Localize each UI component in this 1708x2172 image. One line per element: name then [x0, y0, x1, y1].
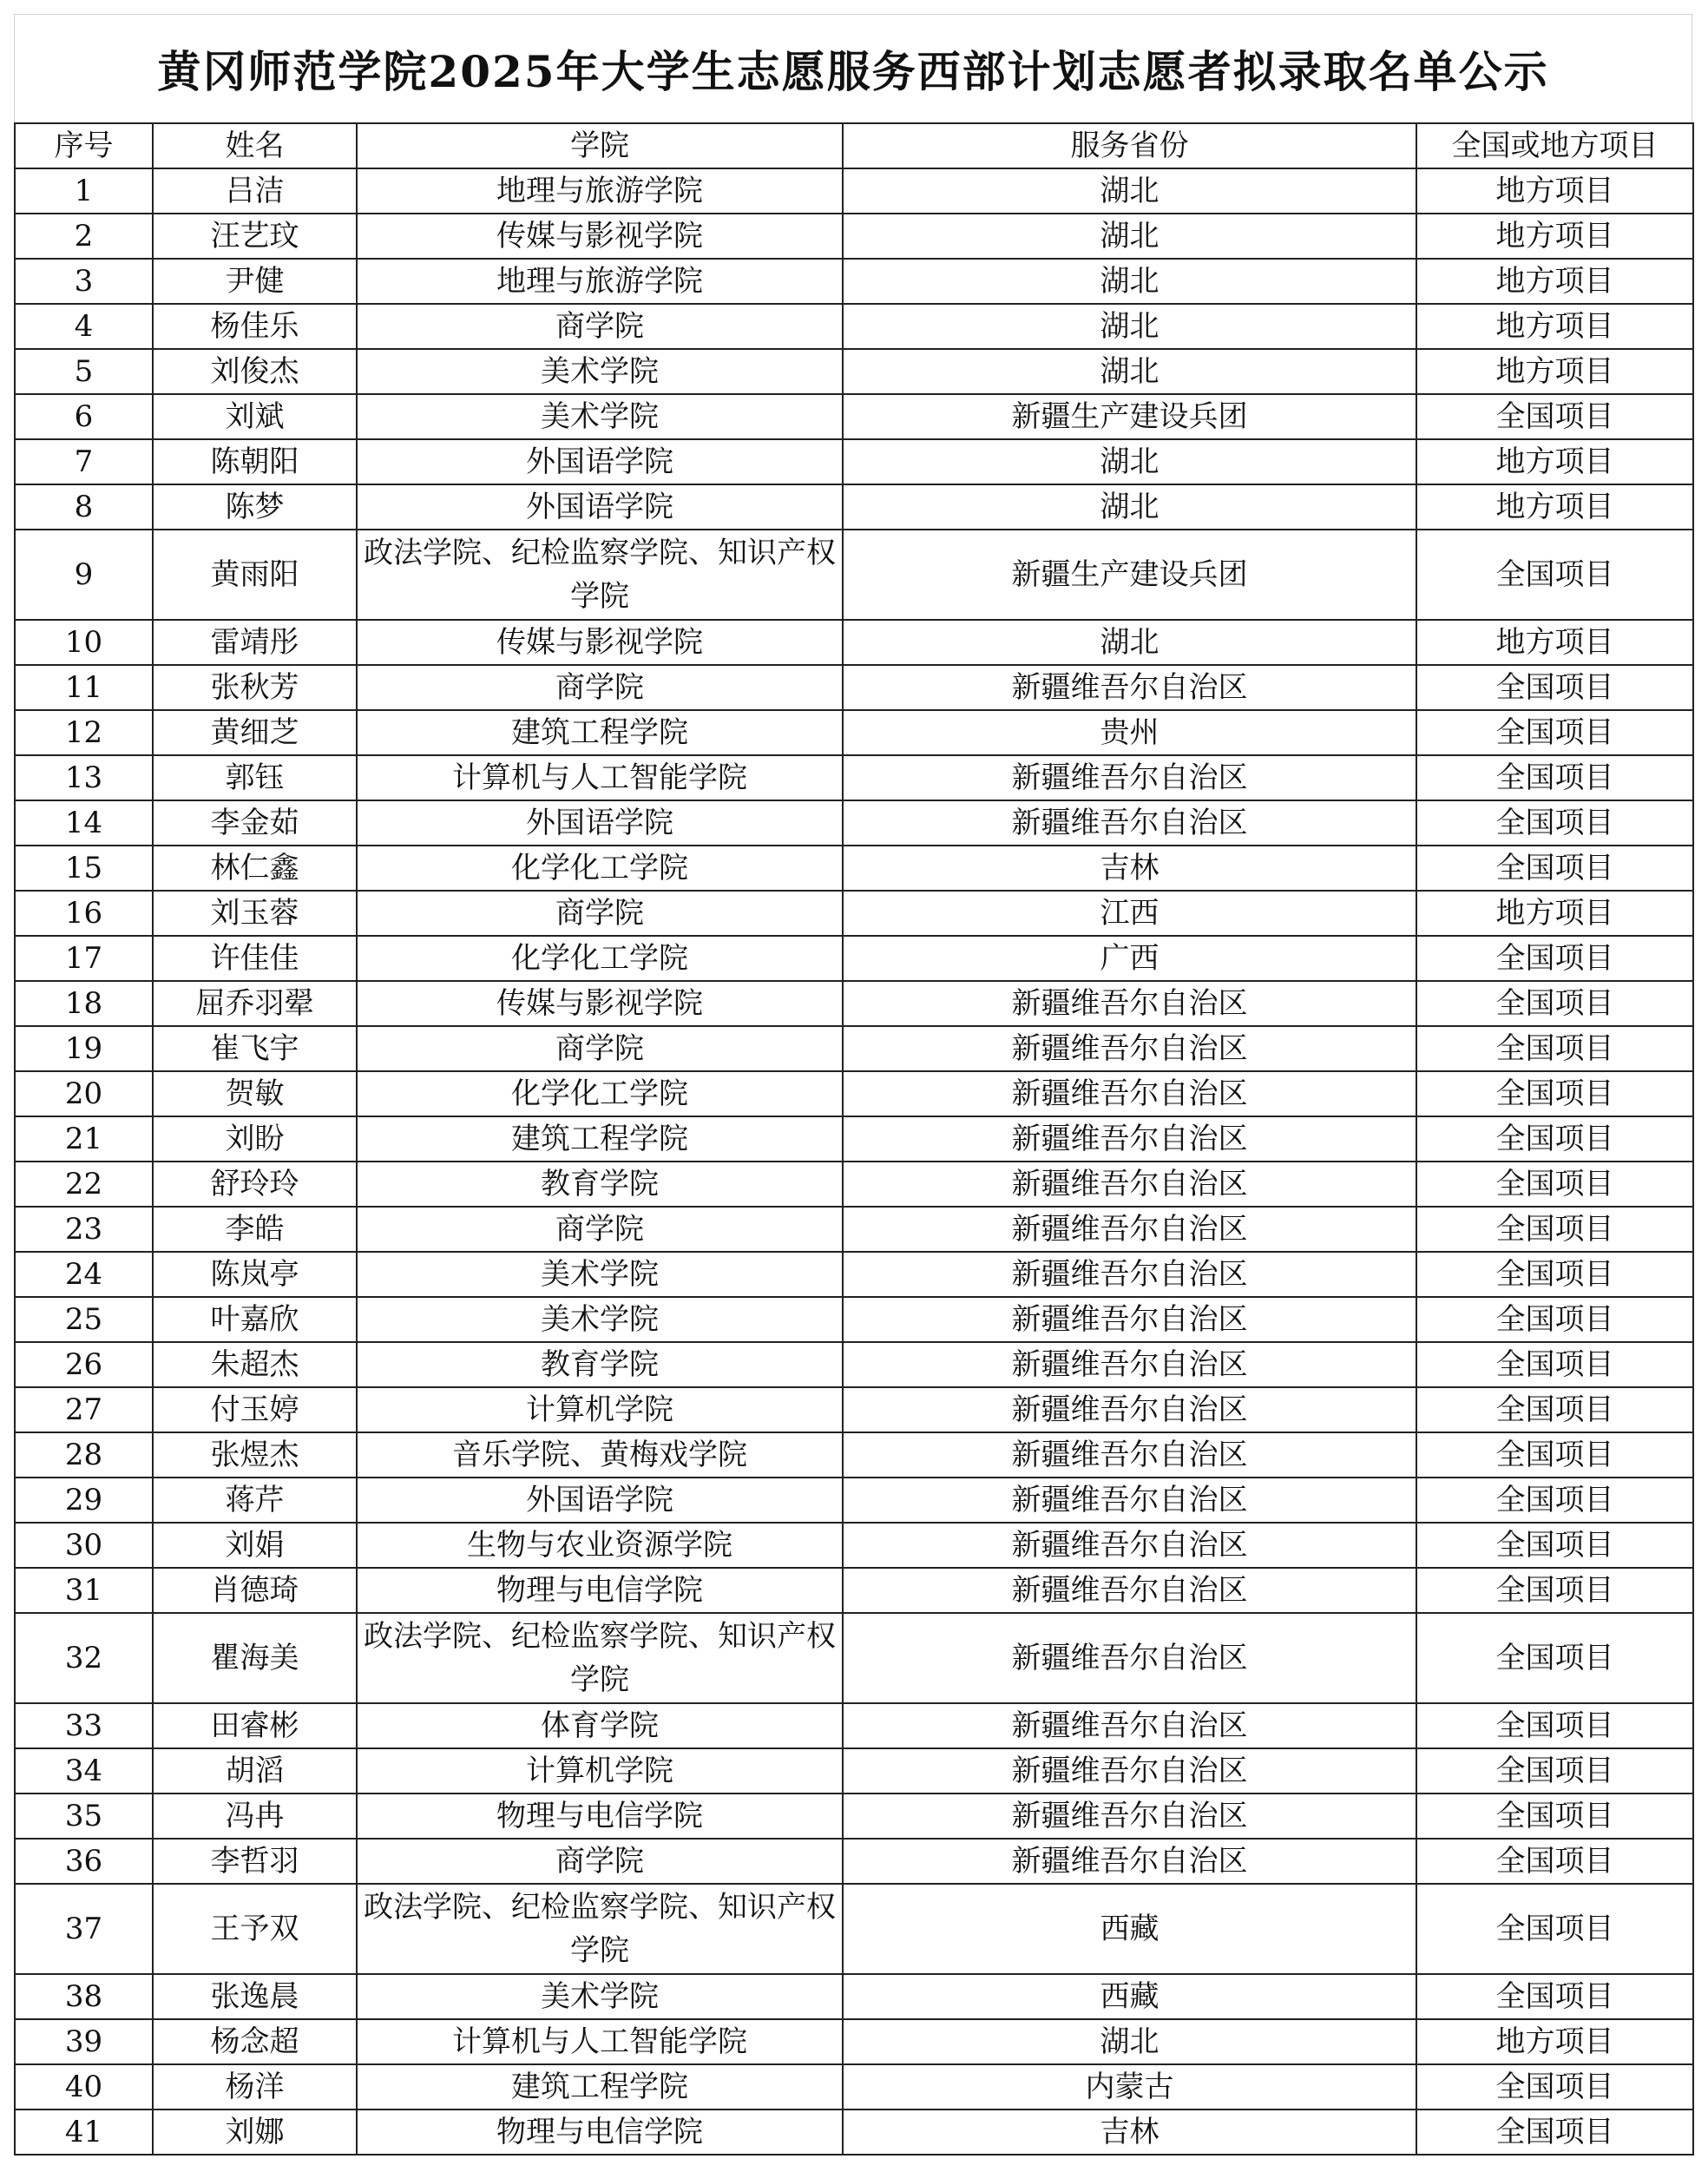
cell-college: 美术学院	[357, 1252, 843, 1297]
cell-project: 全国项目	[1416, 1071, 1693, 1116]
table-row	[15, 1387, 1693, 1432]
cell-index: 24	[15, 1252, 153, 1297]
cell-province: 新疆维吾尔自治区	[843, 1342, 1416, 1387]
table-row	[15, 981, 1693, 1026]
cell-province: 新疆维吾尔自治区	[843, 1071, 1416, 1116]
cell-college: 商学院	[357, 891, 843, 936]
cell-province: 新疆维吾尔自治区	[843, 981, 1416, 1026]
cell-project: 地方项目	[1416, 439, 1693, 484]
cell-college: 外国语学院	[357, 800, 843, 846]
cell-province: 湖北	[843, 439, 1416, 484]
cell-project: 全国项目	[1416, 1026, 1693, 1071]
table-row	[15, 1071, 1693, 1116]
document-sheet	[14, 14, 1692, 2156]
table-row	[15, 530, 1693, 620]
cell-project: 全国项目	[1416, 1794, 1693, 1839]
cell-project: 全国项目	[1416, 981, 1693, 1026]
table-row	[15, 891, 1693, 936]
cell-name: 黄细芝	[153, 710, 357, 755]
cell-province: 新疆生产建设兵团	[843, 394, 1416, 439]
cell-name: 李哲羽	[153, 1839, 357, 1884]
cell-index: 7	[15, 439, 153, 484]
cell-project: 全国项目	[1416, 1162, 1693, 1207]
cell-name: 陈梦	[153, 484, 357, 530]
cell-college: 化学化工学院	[357, 846, 843, 891]
column-header-project: 全国或地方项目	[1416, 123, 1693, 168]
cell-index: 34	[15, 1748, 153, 1794]
cell-project: 地方项目	[1416, 168, 1693, 214]
table-row	[15, 1703, 1693, 1748]
cell-project: 全国项目	[1416, 1613, 1693, 1703]
cell-college: 化学化工学院	[357, 936, 843, 981]
cell-province: 新疆维吾尔自治区	[843, 1252, 1416, 1297]
cell-college: 商学院	[357, 665, 843, 710]
table-row	[15, 259, 1693, 304]
cell-index: 1	[15, 168, 153, 214]
cell-project: 全国项目	[1416, 936, 1693, 981]
table-row	[15, 1252, 1693, 1297]
cell-college: 地理与旅游学院	[357, 259, 843, 304]
cell-project: 全国项目	[1416, 1252, 1693, 1297]
cell-college: 外国语学院	[357, 439, 843, 484]
page-title: 黄冈师范学院2025年大学生志愿服务西部计划志愿者拟录取名单公示	[157, 46, 1549, 97]
table-row	[15, 1613, 1693, 1703]
cell-project: 全国项目	[1416, 1568, 1693, 1613]
cell-college: 教育学院	[357, 1342, 843, 1387]
cell-province: 新疆维吾尔自治区	[843, 1839, 1416, 1884]
title-box	[14, 14, 1692, 122]
cell-college: 音乐学院、黄梅戏学院	[357, 1432, 843, 1478]
cell-province: 湖北	[843, 259, 1416, 304]
cell-name: 刘斌	[153, 394, 357, 439]
cell-index: 6	[15, 394, 153, 439]
column-header-province: 服务省份	[843, 123, 1416, 168]
cell-index: 10	[15, 620, 153, 665]
cell-province: 吉林	[843, 846, 1416, 891]
cell-project: 全国项目	[1416, 1974, 1693, 2019]
cell-index: 38	[15, 1974, 153, 2019]
cell-project: 地方项目	[1416, 349, 1693, 394]
cell-name: 肖德琦	[153, 1568, 357, 1613]
cell-project: 全国项目	[1416, 800, 1693, 846]
cell-province: 湖北	[843, 168, 1416, 214]
cell-project: 全国项目	[1416, 1207, 1693, 1252]
cell-province: 内蒙古	[843, 2064, 1416, 2109]
cell-college: 计算机学院	[357, 1387, 843, 1432]
table-row	[15, 304, 1693, 349]
cell-project: 全国项目	[1416, 710, 1693, 755]
cell-index: 41	[15, 2109, 153, 2155]
cell-index: 5	[15, 349, 153, 394]
cell-college: 政法学院、纪检监察学院、知识产权学院	[357, 530, 843, 620]
cell-name: 汪艺玟	[153, 214, 357, 259]
cell-index: 3	[15, 259, 153, 304]
cell-name: 瞿海美	[153, 1613, 357, 1703]
cell-project: 地方项目	[1416, 2019, 1693, 2064]
cell-college: 教育学院	[357, 1162, 843, 1207]
cell-index: 26	[15, 1342, 153, 1387]
cell-name: 杨佳乐	[153, 304, 357, 349]
cell-name: 刘俊杰	[153, 349, 357, 394]
cell-name: 郭钰	[153, 755, 357, 800]
cell-index: 40	[15, 2064, 153, 2109]
cell-province: 新疆维吾尔自治区	[843, 1387, 1416, 1432]
cell-province: 新疆维吾尔自治区	[843, 1432, 1416, 1478]
table-row	[15, 665, 1693, 710]
cell-province: 湖北	[843, 304, 1416, 349]
table-row	[15, 1026, 1693, 1071]
cell-index: 9	[15, 530, 153, 620]
cell-name: 张逸晨	[153, 1974, 357, 2019]
cell-province: 西藏	[843, 1974, 1416, 2019]
cell-name: 刘娜	[153, 2109, 357, 2155]
cell-name: 王予双	[153, 1884, 357, 1974]
cell-name: 田睿彬	[153, 1703, 357, 1748]
cell-index: 13	[15, 755, 153, 800]
cell-project: 全国项目	[1416, 1523, 1693, 1568]
table-row	[15, 2064, 1693, 2109]
cell-province: 新疆维吾尔自治区	[843, 1207, 1416, 1252]
cell-college: 传媒与影视学院	[357, 981, 843, 1026]
cell-college: 商学院	[357, 1839, 843, 1884]
table-row	[15, 1116, 1693, 1162]
cell-college: 商学院	[357, 1207, 843, 1252]
cell-index: 16	[15, 891, 153, 936]
cell-project: 地方项目	[1416, 891, 1693, 936]
cell-project: 地方项目	[1416, 304, 1693, 349]
cell-name: 屈乔羽翚	[153, 981, 357, 1026]
cell-college: 美术学院	[357, 394, 843, 439]
cell-project: 全国项目	[1416, 530, 1693, 620]
cell-province: 新疆维吾尔自治区	[843, 1568, 1416, 1613]
cell-index: 20	[15, 1071, 153, 1116]
table-header-row	[15, 123, 1693, 168]
cell-province: 新疆维吾尔自治区	[843, 665, 1416, 710]
table-row	[15, 214, 1693, 259]
cell-project: 全国项目	[1416, 1478, 1693, 1523]
cell-name: 许佳佳	[153, 936, 357, 981]
volunteer-list-table	[14, 122, 1694, 2156]
cell-college: 美术学院	[357, 349, 843, 394]
cell-province: 新疆生产建设兵团	[843, 530, 1416, 620]
column-header-index: 序号	[15, 123, 153, 168]
table-row	[15, 1884, 1693, 1974]
cell-college: 计算机与人工智能学院	[357, 755, 843, 800]
cell-province: 湖北	[843, 620, 1416, 665]
cell-province: 湖北	[843, 484, 1416, 530]
cell-college: 外国语学院	[357, 1478, 843, 1523]
cell-province: 江西	[843, 891, 1416, 936]
cell-name: 黄雨阳	[153, 530, 357, 620]
table-row	[15, 800, 1693, 846]
cell-index: 28	[15, 1432, 153, 1478]
cell-project: 地方项目	[1416, 259, 1693, 304]
cell-province: 湖北	[843, 214, 1416, 259]
cell-name: 陈岚亭	[153, 1252, 357, 1297]
cell-index: 14	[15, 800, 153, 846]
table-row	[15, 1974, 1693, 2019]
cell-index: 33	[15, 1703, 153, 1748]
cell-province: 新疆维吾尔自治区	[843, 1162, 1416, 1207]
cell-province: 湖北	[843, 2019, 1416, 2064]
cell-name: 舒玲玲	[153, 1162, 357, 1207]
cell-name: 叶嘉欣	[153, 1297, 357, 1342]
table-row	[15, 936, 1693, 981]
cell-name: 付玉婷	[153, 1387, 357, 1432]
cell-project: 全国项目	[1416, 1748, 1693, 1794]
cell-province: 西藏	[843, 1884, 1416, 1974]
cell-index: 15	[15, 846, 153, 891]
table-row	[15, 755, 1693, 800]
cell-project: 全国项目	[1416, 1432, 1693, 1478]
cell-project: 全国项目	[1416, 846, 1693, 891]
cell-index: 19	[15, 1026, 153, 1071]
table-row	[15, 1432, 1693, 1478]
cell-name: 李皓	[153, 1207, 357, 1252]
cell-project: 地方项目	[1416, 620, 1693, 665]
cell-college: 外国语学院	[357, 484, 843, 530]
cell-index: 29	[15, 1478, 153, 1523]
cell-college: 政法学院、纪检监察学院、知识产权学院	[357, 1884, 843, 1974]
cell-name: 崔飞宇	[153, 1026, 357, 1071]
cell-name: 林仁鑫	[153, 846, 357, 891]
cell-name: 刘娟	[153, 1523, 357, 1568]
cell-college: 商学院	[357, 1026, 843, 1071]
cell-project: 全国项目	[1416, 1703, 1693, 1748]
cell-index: 12	[15, 710, 153, 755]
cell-college: 建筑工程学院	[357, 710, 843, 755]
column-header-college: 学院	[357, 123, 843, 168]
cell-name: 冯冉	[153, 1794, 357, 1839]
cell-college: 生物与农业资源学院	[357, 1523, 843, 1568]
cell-index: 22	[15, 1162, 153, 1207]
table-row	[15, 394, 1693, 439]
cell-index: 18	[15, 981, 153, 1026]
cell-name: 刘玉蓉	[153, 891, 357, 936]
cell-province: 新疆维吾尔自治区	[843, 1794, 1416, 1839]
table-body	[15, 168, 1693, 2155]
cell-name: 陈朝阳	[153, 439, 357, 484]
cell-name: 尹健	[153, 259, 357, 304]
cell-province: 新疆维吾尔自治区	[843, 1478, 1416, 1523]
cell-name: 杨洋	[153, 2064, 357, 2109]
table-row	[15, 1207, 1693, 1252]
table-row	[15, 1748, 1693, 1794]
cell-college: 传媒与影视学院	[357, 214, 843, 259]
table-row	[15, 1297, 1693, 1342]
cell-college: 地理与旅游学院	[357, 168, 843, 214]
cell-index: 11	[15, 665, 153, 710]
cell-province: 湖北	[843, 349, 1416, 394]
cell-index: 37	[15, 1884, 153, 1974]
cell-project: 全国项目	[1416, 1116, 1693, 1162]
cell-project: 全国项目	[1416, 1342, 1693, 1387]
cell-project: 全国项目	[1416, 2109, 1693, 2155]
table-row	[15, 1794, 1693, 1839]
table-row	[15, 484, 1693, 530]
cell-name: 吕洁	[153, 168, 357, 214]
table-row	[15, 846, 1693, 891]
cell-province: 新疆维吾尔自治区	[843, 1523, 1416, 1568]
cell-name: 蒋芹	[153, 1478, 357, 1523]
cell-project: 全国项目	[1416, 2064, 1693, 2109]
cell-project: 全国项目	[1416, 755, 1693, 800]
table-row	[15, 1478, 1693, 1523]
table-row	[15, 439, 1693, 484]
cell-project: 地方项目	[1416, 484, 1693, 530]
table-row	[15, 2019, 1693, 2064]
cell-project: 地方项目	[1416, 214, 1693, 259]
cell-index: 17	[15, 936, 153, 981]
table-row	[15, 620, 1693, 665]
cell-name: 朱超杰	[153, 1342, 357, 1387]
cell-college: 传媒与影视学院	[357, 620, 843, 665]
cell-college: 建筑工程学院	[357, 1116, 843, 1162]
cell-index: 32	[15, 1613, 153, 1703]
cell-index: 23	[15, 1207, 153, 1252]
cell-project: 全国项目	[1416, 1884, 1693, 1974]
table-row	[15, 349, 1693, 394]
cell-province: 新疆维吾尔自治区	[843, 1116, 1416, 1162]
cell-college: 美术学院	[357, 1974, 843, 2019]
cell-index: 31	[15, 1568, 153, 1613]
cell-name: 李金茹	[153, 800, 357, 846]
cell-province: 新疆维吾尔自治区	[843, 1748, 1416, 1794]
cell-province: 新疆维吾尔自治区	[843, 1026, 1416, 1071]
cell-name: 刘盼	[153, 1116, 357, 1162]
cell-college: 化学化工学院	[357, 1071, 843, 1116]
cell-project: 全国项目	[1416, 1297, 1693, 1342]
cell-college: 物理与电信学院	[357, 2109, 843, 2155]
cell-index: 27	[15, 1387, 153, 1432]
table-row	[15, 1568, 1693, 1613]
cell-project: 全国项目	[1416, 1387, 1693, 1432]
cell-college: 商学院	[357, 304, 843, 349]
table-row	[15, 710, 1693, 755]
cell-college: 政法学院、纪检监察学院、知识产权学院	[357, 1613, 843, 1703]
column-header-name: 姓名	[153, 123, 357, 168]
cell-index: 30	[15, 1523, 153, 1568]
cell-name: 贺敏	[153, 1071, 357, 1116]
cell-province: 新疆维吾尔自治区	[843, 1613, 1416, 1703]
cell-college: 体育学院	[357, 1703, 843, 1748]
cell-project: 全国项目	[1416, 394, 1693, 439]
cell-index: 8	[15, 484, 153, 530]
table-row	[15, 1523, 1693, 1568]
cell-college: 计算机与人工智能学院	[357, 2019, 843, 2064]
cell-province: 新疆维吾尔自治区	[843, 1297, 1416, 1342]
cell-college: 物理与电信学院	[357, 1568, 843, 1613]
cell-college: 美术学院	[357, 1297, 843, 1342]
cell-index: 35	[15, 1794, 153, 1839]
cell-index: 21	[15, 1116, 153, 1162]
cell-province: 新疆维吾尔自治区	[843, 755, 1416, 800]
cell-province: 广西	[843, 936, 1416, 981]
cell-name: 张煜杰	[153, 1432, 357, 1478]
cell-project: 全国项目	[1416, 665, 1693, 710]
table-row	[15, 1162, 1693, 1207]
table-row	[15, 168, 1693, 214]
cell-name: 杨念超	[153, 2019, 357, 2064]
cell-name: 张秋芳	[153, 665, 357, 710]
cell-province: 吉林	[843, 2109, 1416, 2155]
cell-province: 新疆维吾尔自治区	[843, 800, 1416, 846]
table-row	[15, 1342, 1693, 1387]
cell-province: 新疆维吾尔自治区	[843, 1703, 1416, 1748]
cell-index: 2	[15, 214, 153, 259]
cell-index: 36	[15, 1839, 153, 1884]
table-row	[15, 1839, 1693, 1884]
table-row	[15, 2109, 1693, 2155]
cell-college: 物理与电信学院	[357, 1794, 843, 1839]
cell-name: 胡滔	[153, 1748, 357, 1794]
cell-college: 建筑工程学院	[357, 2064, 843, 2109]
cell-index: 4	[15, 304, 153, 349]
cell-college: 计算机学院	[357, 1748, 843, 1794]
cell-index: 39	[15, 2019, 153, 2064]
cell-name: 雷靖彤	[153, 620, 357, 665]
cell-province: 贵州	[843, 710, 1416, 755]
cell-project: 全国项目	[1416, 1839, 1693, 1884]
cell-index: 25	[15, 1297, 153, 1342]
